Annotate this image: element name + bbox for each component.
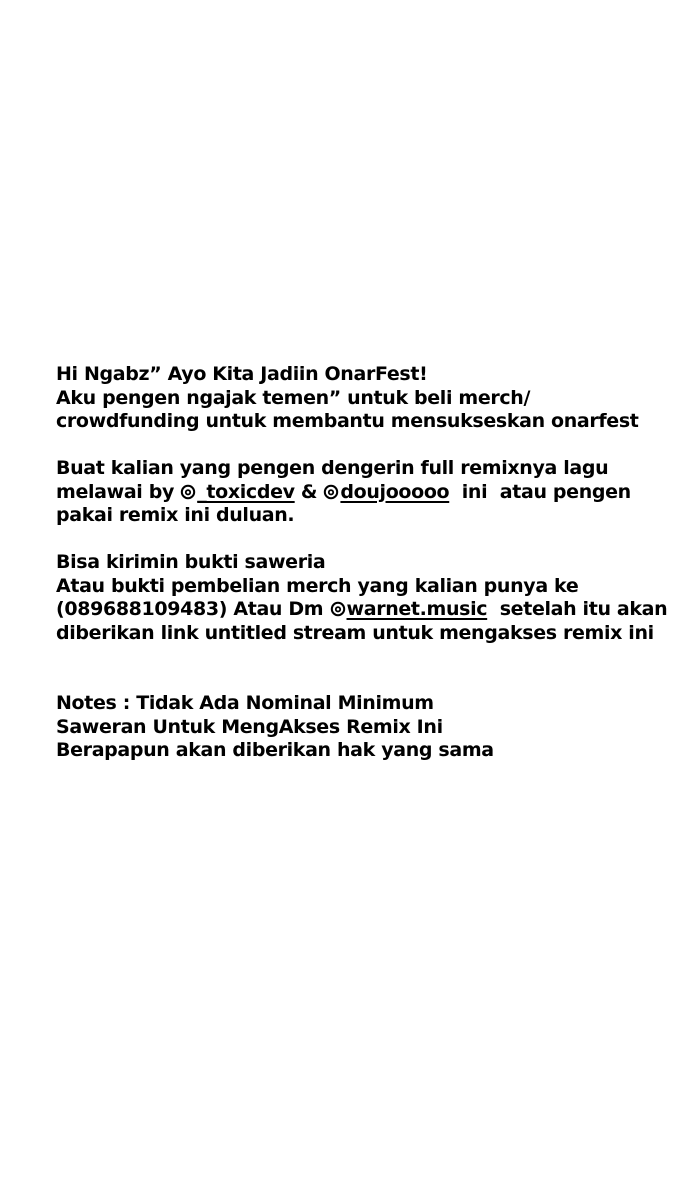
story-text-block — [56, 363, 668, 763]
remix-line-2-suffix: ini atau pengen — [449, 480, 631, 503]
mention-doujooooo-label: doujooooo — [340, 480, 450, 503]
threads-icon — [330, 601, 346, 617]
threads-icon — [323, 484, 339, 500]
mention-toxicdev-label: _toxicdev — [197, 480, 295, 503]
mention-toxicdev[interactable] — [180, 481, 294, 503]
mention-warnet-music-label: warnet.music — [346, 598, 488, 620]
intro-line-1: Hi Ngabz” Ayo Kita Jadiin OnarFest! — [56, 363, 428, 385]
notes-line-3: Berapapun akan diberikan hak yang sama — [56, 739, 494, 761]
mention-warnet-music[interactable] — [330, 598, 488, 620]
mention-doujooooo[interactable] — [323, 481, 449, 503]
remix-line-2-prefix: melawai by — [56, 480, 181, 503]
remix-line-2 — [56, 481, 656, 505]
proof-line-3 — [56, 598, 668, 622]
ampersand: & — [294, 480, 324, 503]
threads-icon — [180, 484, 196, 500]
intro-line-2: Aku pengen ngajak temen” untuk beli merch/ — [56, 386, 531, 409]
proof-line-3-suffix: setelah itu akan — [487, 598, 668, 620]
proof-line-2: Atau bukti pembelian merch yang kalian punya ke — [56, 574, 579, 597]
proof-line-4: diberikan link untitled stream untuk mengakses remix ini — [56, 621, 654, 644]
proof-line-3-prefix: (089688109483) Atau Dm — [56, 598, 330, 620]
remix-line-3: pakai remix ini duluan. — [56, 504, 295, 526]
notes-line-1: Notes : Tidak Ada Nominal Minimum — [56, 692, 434, 714]
intro-line-3: crowdfunding untuk membantu mensukseskan onarfest — [56, 410, 639, 432]
notes-line-2: Saweran Untuk MengAkses Remix Ini — [56, 715, 443, 738]
proof-line-1: Bisa kirimin bukti saweria — [56, 551, 326, 573]
remix-line-1: Buat kalian yang pengen dengerin full remixnya lagu — [56, 457, 609, 479]
